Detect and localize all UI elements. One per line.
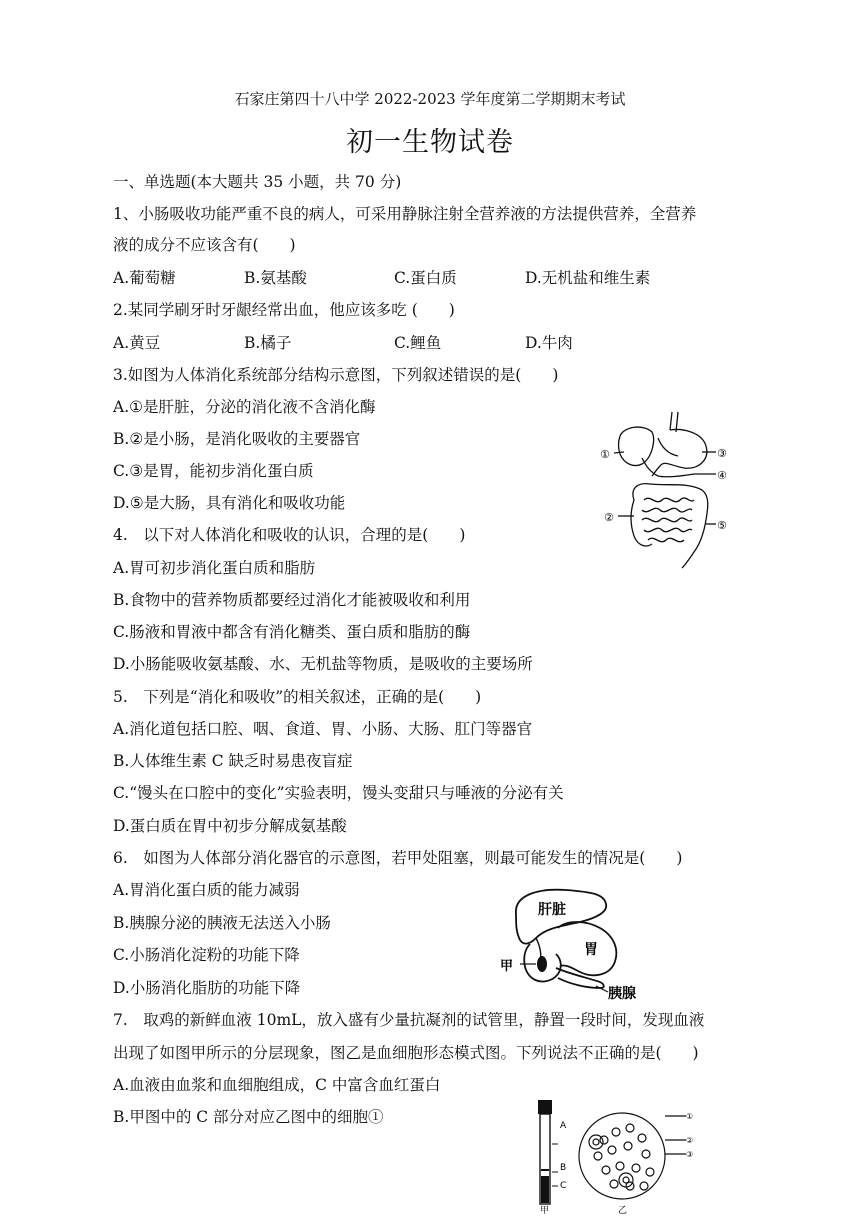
q2-option-b: B.橘子 — [244, 334, 292, 352]
blockage-mark — [537, 956, 547, 972]
q4-option-a: A.胃可初步消化蛋白质和脂肪 — [113, 559, 316, 577]
label-5: ⑤ — [717, 519, 727, 532]
q2-option-c: C.鲤鱼 — [394, 334, 442, 352]
label-B: B — [560, 1163, 567, 1173]
school-header: 石家庄第四十八中学 2022-2023 学年度第二学期期末考试 — [234, 90, 626, 108]
q4-option-c: C.肠液和胃液中都含有消化糖类、蛋白质和脂肪的酶 — [113, 623, 471, 641]
q1-option-b: B.氨基酸 — [244, 269, 307, 287]
q7-stem-line2: 出现了如图甲所示的分层现象，图乙是血细胞形态模式图。下列说法不正确的是( ) — [113, 1044, 699, 1062]
q2-option-d: D.牛肉 — [525, 334, 573, 352]
q7-option-b: B.甲图中的 C 部分对应乙图中的细胞① — [113, 1108, 384, 1126]
label-2: ② — [604, 511, 614, 524]
q5-option-d: D.蛋白质在胃中初步分解成氨基酸 — [113, 817, 347, 835]
exam-title: 初一生物试卷 — [346, 127, 514, 158]
label-liver: 肝脏 — [538, 902, 566, 918]
q1-option-d: D.无机盐和维生素 — [525, 269, 651, 287]
q2-option-a: A.黄豆 — [113, 334, 161, 352]
label-jia: 甲 — [540, 1206, 550, 1214]
q3-option-d: D.⑤是大肠，具有消化和吸收功能 — [113, 494, 346, 512]
q6-option-b: B.胰腺分泌的胰液无法送入小肠 — [113, 914, 331, 932]
q6-option-a: A.胃消化蛋白质的能力减弱 — [113, 881, 300, 899]
q7-stem-line1: 7. 取鸡的新鲜血液 10mL，放入盛有少量抗凝剂的试管里，静置一段时间，发现血液 — [113, 1011, 705, 1029]
q1-stem-line1: 1、小肠吸收功能严重不良的病人，可采用静脉注射全营养液的方法提供营养，全营养 — [113, 205, 697, 223]
large-intestine-shape — [633, 484, 708, 568]
q3-option-a: A.①是肝脏，分泌的消化液不含消化酶 — [113, 398, 376, 416]
digestive-system-figure — [598, 408, 738, 570]
label-cell-1: ① — [686, 1112, 694, 1121]
q5-option-b: B.人体维生素 C 缺乏时易患夜盲症 — [113, 752, 353, 770]
q5-option-a: A.消化道包括口腔、咽、食道、胃、小肠、大肠、肛门等器官 — [113, 720, 533, 738]
label-4: ④ — [717, 469, 727, 482]
bile-duct-shape — [642, 458, 694, 477]
digestive-organs-figure — [496, 884, 656, 1004]
label-1: ① — [600, 448, 610, 461]
label-jia: 甲 — [500, 959, 514, 974]
q5-option-c: C.“馒头在口腔中的变化”实验表明，馒头变甜只与唾液的分泌有关 — [113, 784, 564, 802]
label-cell-2: ② — [686, 1136, 694, 1145]
q4-option-d: D.小肠能吸收氨基酸、水、无机盐等物质，是吸收的主要场所 — [113, 655, 533, 673]
q3-option-b: B.②是小肠，是消化吸收的主要器官 — [113, 430, 361, 448]
label-pancreas: 胰腺 — [608, 986, 636, 1002]
q1-option-c: C.蛋白质 — [394, 269, 457, 287]
q7-option-a: A.血液由血浆和血细胞组成，C 中富含血红蛋白 — [113, 1076, 441, 1094]
q1-stem-line2: 液的成分不应该含有( ) — [113, 236, 296, 254]
q5-stem: 5. 下列是“消化和吸收”的相关叙述，正确的是( ) — [113, 688, 482, 706]
label-stomach: 胃 — [584, 942, 598, 958]
test-tube — [538, 1100, 558, 1204]
q3-option-c: C.③是胃，能初步消化蛋白质 — [113, 462, 314, 480]
label-3: ③ — [717, 447, 727, 460]
q6-stem: 6. 如图为人体部分消化器官的示意图，若甲处阻塞，则最可能发生的情况是( ) — [113, 849, 683, 867]
q4-option-b: B.食物中的营养物质都要经过消化才能被吸收和利用 — [113, 591, 471, 609]
label-cell-3: ③ — [686, 1150, 694, 1159]
liver-shape — [619, 427, 654, 465]
stomach-shape — [652, 430, 707, 476]
q1-option-a: A.葡萄糖 — [113, 269, 176, 287]
q2-stem: 2.某同学刷牙时牙龈经常出血，他应该多吃 ( ) — [113, 301, 455, 319]
label-C: C — [560, 1181, 567, 1191]
q4-stem: 4. 以下对人体消化和吸收的认识，合理的是( ) — [113, 526, 466, 544]
q6-option-c: C.小肠消化淀粉的功能下降 — [113, 946, 300, 964]
label-yi: 乙 — [618, 1206, 628, 1214]
label-A: A — [560, 1121, 567, 1131]
section-heading: 一、单选题(本大题共 35 小题，共 70 分) — [113, 173, 402, 191]
blood-figure — [526, 1096, 696, 1214]
q6-option-d: D.小肠消化脂肪的功能下降 — [113, 979, 301, 997]
blood-cell-circle — [579, 1113, 686, 1199]
q3-stem: 3.如图为人体消化系统部分结构示意图，下列叙述错误的是( ) — [113, 366, 559, 384]
